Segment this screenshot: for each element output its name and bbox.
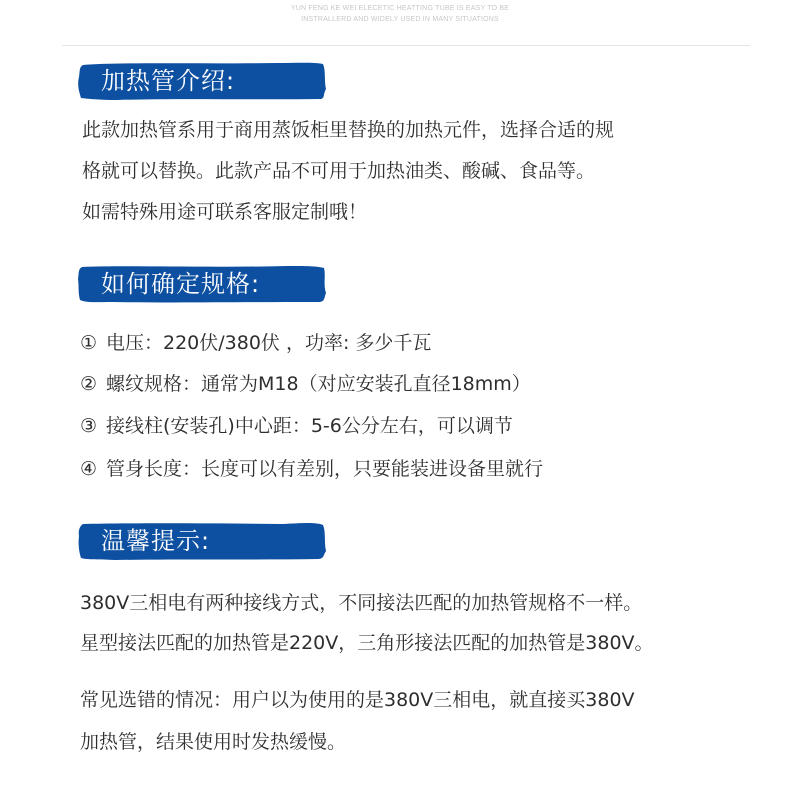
intro-line-1: 此款加热管系用于商用蒸饭柜里替换的加热元件，选择合适的规 xyxy=(82,119,615,141)
intro-line-2: 格就可以替换。此款产品不可用于加热油类、酸碱、食品等。 xyxy=(82,160,596,182)
circled-number-2: ② xyxy=(80,373,98,395)
tips-line-2: 星型接法匹配的加热管是220V，三角形接法匹配的加热管是380V。 xyxy=(80,632,654,654)
intro-title: 加热管介绍: xyxy=(101,67,236,95)
spec-item-3-text: 接线柱(安装孔)中心距：5-6公分左右，可以调节 xyxy=(106,415,513,437)
spec-item-1 xyxy=(80,330,431,356)
spec-item-4-text: 管身长度：长度可以有差别，只要能装进设备里就行 xyxy=(106,458,544,480)
header-divider xyxy=(62,45,750,46)
circled-number-3: ③ xyxy=(80,415,98,437)
tips-title-banner xyxy=(77,521,327,561)
spec-item-4 xyxy=(80,456,543,482)
intro-line-3: 如需特殊用途可联系客服定制哦！ xyxy=(82,201,368,223)
tips-line-1: 380V三相电有两种接线方式，不同接法匹配的加热管规格不一样。 xyxy=(80,592,643,614)
spec-title: 如何确定规格: xyxy=(101,270,261,298)
spec-item-3 xyxy=(80,413,513,439)
spec-item-2 xyxy=(80,371,531,397)
spec-item-2-text: 螺纹规格：通常为M18（对应安装孔直径18mm） xyxy=(106,373,531,395)
header-tagline-line2: INSTRALLERD AND WIDELY USED IN MANY SITUATIONS xyxy=(301,16,499,23)
tips-title: 温馨提示: xyxy=(101,527,211,555)
tips-line-3: 常见选错的情况：用户以为使用的是380V三相电，就直接买380V xyxy=(80,689,635,711)
circled-number-4: ④ xyxy=(80,458,98,480)
spec-title-banner xyxy=(77,264,327,304)
spec-item-1-text: 电压：220伏/380伏 ，功率: 多少千瓦 xyxy=(106,332,432,354)
tips-line-4: 加热管，结果使用时发热缓慢。 xyxy=(80,731,347,753)
circled-number-1: ① xyxy=(80,332,98,354)
header-tagline-line1: YUN FENG KE WEI ELECETIC HEATTING TUBE IS EASY TO BE xyxy=(290,5,510,12)
intro-title-banner xyxy=(77,61,327,101)
